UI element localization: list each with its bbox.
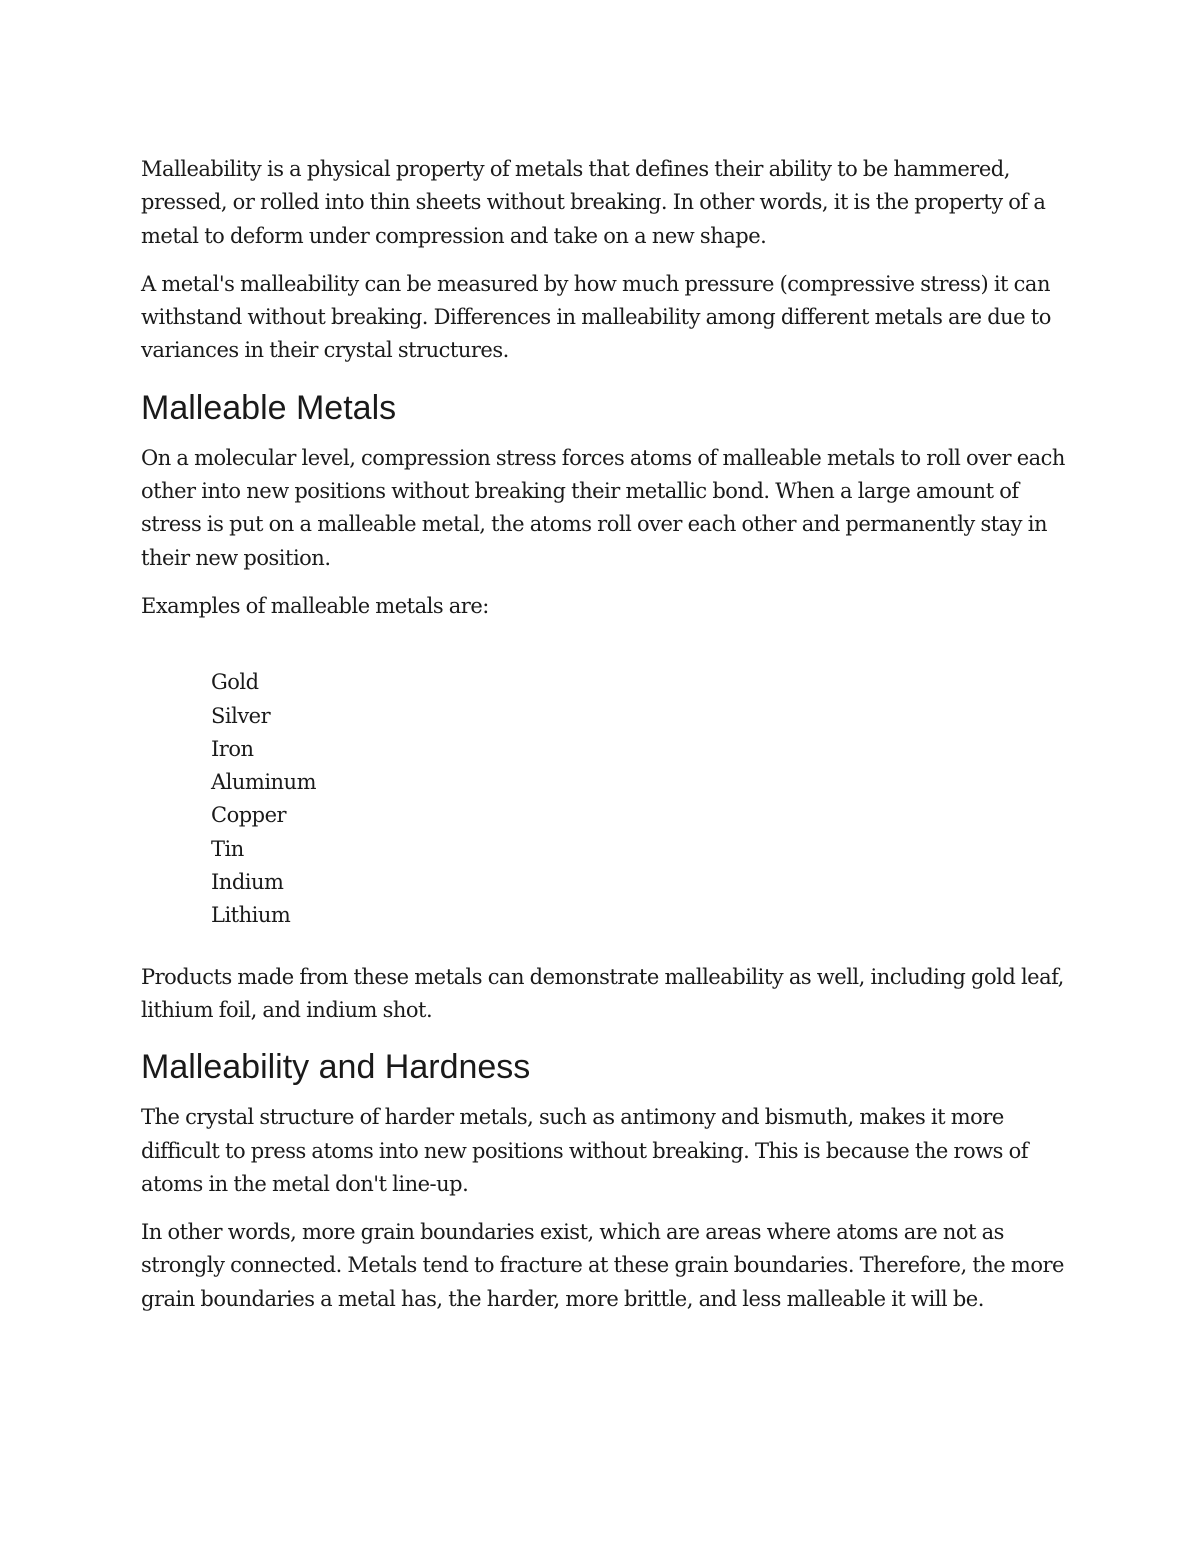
malleable-metals-paragraph-2: Examples of malleable metals are:: [141, 593, 489, 618]
heading-malleability-and-hardness: Malleability and Hardness: [141, 1048, 531, 1087]
list-item: Tin: [211, 836, 244, 861]
intro-paragraph-1: Malleability is a physical property of metals that defines their ability to be hammered, pressed, or rolled into thin sheets without breaking. In other words, it is the property of a metal to deform under compression and take on a new shape.: [141, 157, 1046, 248]
list-item: Lithium: [211, 903, 291, 928]
hardness-paragraph-1: The crystal structure of harder metals, such as antimony and bismuth, makes it more difficult to press atoms into new positions without breaking. This is because the rows of atoms in the metal don't line-up.: [141, 1105, 1028, 1196]
metal-list: [141, 638, 1066, 960]
list-item: Silver: [211, 703, 271, 728]
document-page: [141, 153, 1066, 1331]
list-item: Indium: [211, 870, 284, 895]
hardness-paragraph-2: In other words, more grain boundaries exist, which are areas where atoms are not as strongly connected. Metals tend to fracture at these grain boundaries. Therefore, the more grain boundaries a metal has, the harder, more brittle, and less malleable it will be.: [141, 1220, 1064, 1311]
list-item: Gold: [211, 670, 259, 695]
list-item: Aluminum: [211, 770, 316, 795]
intro-paragraph-2: A metal's malleability can be measured by how much pressure (compressive stress) it can withstand without breaking. Differences in malleability among different metals are due to variances in their crystal structures.: [141, 271, 1051, 363]
heading-malleable-metals: Malleable Metals: [141, 388, 397, 427]
malleable-metals-paragraph-1: On a molecular level, compression stress forces atoms of malleable metals to roll over each other into new positions without breaking their metallic bond. When a large amount of stress is put on a malleable metal, the atoms roll over each other and permanently stay in their new position.: [141, 445, 1065, 570]
list-item: Copper: [211, 803, 287, 828]
malleable-metals-paragraph-3: Products made from these metals can demonstrate malleability as well, including gold leaf, lithium foil, and indium shot.: [141, 964, 1064, 1022]
list-item: Iron: [211, 736, 254, 761]
